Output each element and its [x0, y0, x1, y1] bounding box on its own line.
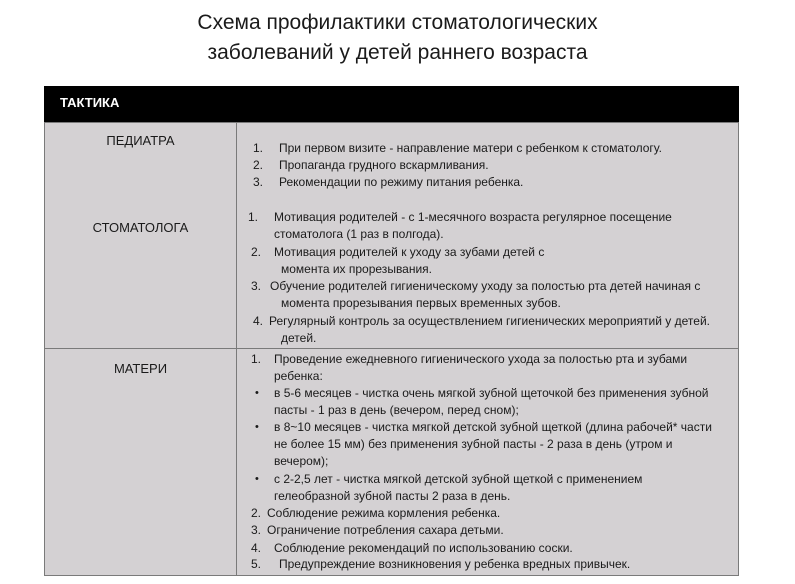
bullet-item-cont: вечером);: [274, 454, 329, 468]
list-number: 4.: [251, 541, 262, 555]
list-number: 2.: [251, 506, 262, 520]
bullet-icon: •: [255, 387, 259, 399]
table-header: [44, 86, 739, 122]
list-number: 3.: [251, 523, 262, 537]
list-item: Рекомендации по режиму питания ребенка.: [279, 175, 524, 189]
bullet-item: с 2-2,5 лет - чистка мягкой детской зубной щеткой с применением: [274, 472, 643, 486]
list-item: Пропаганда грудного вскармливания.: [279, 158, 489, 172]
list-item: Проведение ежедневного гигиенического ухода за полостью рта и зубами: [274, 352, 688, 366]
bullet-icon: •: [255, 473, 259, 485]
list-number: 1.: [253, 141, 264, 155]
bullet-item: в 8~10 месяцев - чистка мягкой детской зубной щеткой (длина рабочей* части: [274, 420, 712, 434]
bullet-icon: •: [255, 421, 259, 433]
bullet-item-cont: гелеобразной зубной пасты 2 раза в день.: [274, 489, 511, 503]
title-line-2: заболеваний у детей раннего возраста: [207, 41, 588, 64]
list-item: Предупреждение возникновения у ребенка вредных привычек.: [279, 557, 631, 571]
list-number: 1.: [251, 352, 262, 366]
list-number: 2.: [253, 158, 264, 172]
list-item: Обучение родителей гигиеническому уходу за полостью рта детей начиная с: [270, 279, 701, 293]
page-title: [0, 8, 795, 68]
role-mother: МАТЕРИ: [113, 361, 168, 376]
list-item-cont: детей.: [281, 331, 317, 345]
list-item: При первом визите - направление матери с ребенком к стоматологу.: [279, 141, 662, 155]
list-item: Мотивация родителей к уходу за зубами детей с: [274, 245, 545, 259]
list-number: 3.: [253, 175, 264, 189]
role-pediatrician: ПЕДИАТРА: [106, 133, 175, 148]
list-item: Ограничение потребления сахара детьми.: [267, 523, 504, 537]
list-item: Соблюдение режима кормления ребенка.: [267, 506, 501, 520]
tactics-table: [44, 122, 739, 576]
bullet-item: в 5-6 месяцев - чистка очень мягкой зубной щеточкой без применения зубной: [274, 386, 709, 400]
header-label: ТАКТИКА: [60, 95, 120, 110]
list-number: 4.: [253, 314, 264, 328]
list-item: Регулярный контроль за осуществлением гигиенических мероприятий у детей.: [269, 314, 710, 328]
column-divider: [236, 123, 237, 575]
list-item: Мотивация родителей - с 1-месячного возраста регулярное посещение: [274, 210, 672, 224]
list-item-cont: момента их прорезывания.: [281, 262, 433, 276]
role-dentist: СТОМАТОЛОГА: [92, 220, 189, 235]
bullet-item-cont: пасты - 1 раз в день (вечером, перед сном);: [274, 403, 519, 417]
list-number: 5.: [251, 557, 262, 571]
list-item-cont: стоматолога (1 раз в полгода).: [274, 227, 444, 241]
list-number: 3.: [251, 279, 262, 293]
bullet-item-cont: не более 15 мм) без применения зубной пасты - 2 раза в день (утром и: [274, 437, 673, 451]
list-number: 2.: [251, 245, 262, 259]
list-item: Соблюдение рекомендаций по использованию соски.: [274, 541, 573, 555]
row-divider: [45, 348, 738, 349]
list-number: 1.: [248, 210, 259, 224]
list-item-cont: ребенка:: [274, 369, 323, 383]
list-item-cont: момента прорезывания первых временных зубов.: [281, 296, 561, 310]
title-line-1: Схема профилактики стоматологических: [197, 11, 598, 34]
